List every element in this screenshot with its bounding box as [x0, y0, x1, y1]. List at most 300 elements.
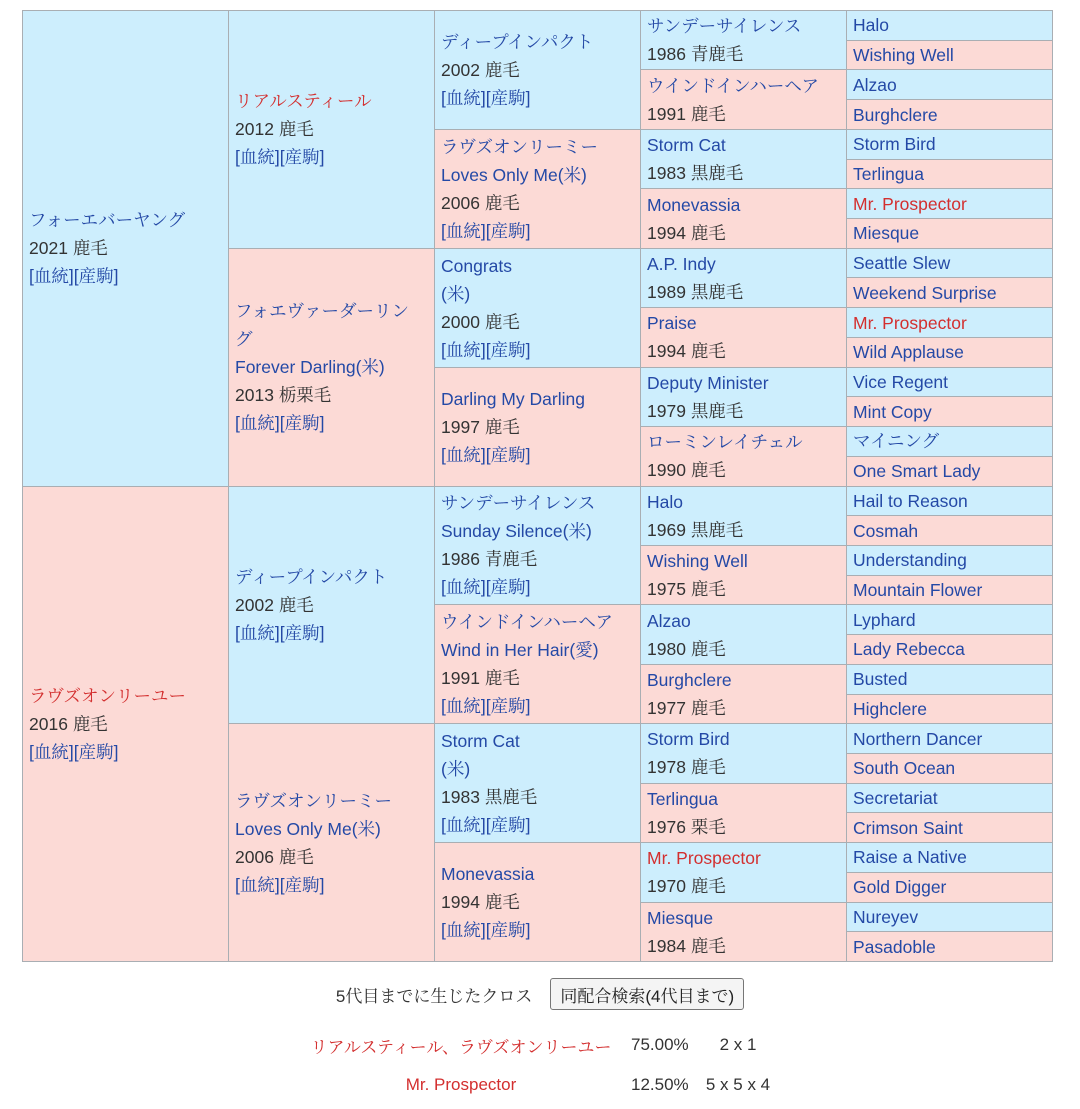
horse-name-link[interactable]: フォエヴァーダーリング	[235, 301, 409, 350]
horse-name-link[interactable]: Cosmah	[853, 520, 919, 541]
horse-info	[235, 787, 424, 899]
horse-info	[853, 368, 1042, 396]
horse-name-link[interactable]: Monevassia	[647, 194, 741, 215]
gen4-sire-cell	[641, 11, 846, 69]
horse-info	[647, 904, 836, 960]
horse-info	[853, 606, 1042, 634]
birth-year: 1994	[441, 892, 480, 913]
horse-name-link[interactable]: Secretariat	[853, 788, 938, 809]
gen4-dam-cell	[641, 546, 846, 604]
horse-info	[647, 428, 836, 484]
horse-name-en-link[interactable]: Loves Only Me(米)	[441, 164, 587, 185]
horse-name-link[interactable]: ローミンレイチェル	[647, 432, 803, 453]
gen5-dam-cell	[847, 100, 1052, 129]
gen5-sire-cell	[847, 249, 1052, 278]
horse-name-link[interactable]: Wishing Well	[647, 551, 748, 572]
horse-name-link[interactable]: Wishing Well	[853, 45, 954, 66]
horse-info	[853, 427, 1042, 455]
pedigree-link[interactable]: [血統]	[29, 741, 74, 762]
gen5-dam-cell	[847, 41, 1052, 70]
gen5-dam-cell	[847, 160, 1052, 189]
gen5-sire-cell	[847, 70, 1052, 99]
horse-info	[647, 547, 836, 603]
birth-year: 1983	[441, 787, 480, 808]
coat-color: 鹿毛	[690, 341, 726, 362]
gen5-sire-cell	[847, 189, 1052, 218]
birth-info	[647, 40, 836, 68]
coat-color: 鹿毛	[484, 311, 520, 332]
horse-info	[441, 133, 630, 245]
coat-color: 黒鹿毛	[690, 163, 744, 184]
horse-links	[235, 143, 424, 171]
birth-info	[647, 872, 836, 900]
gen2-dam-cell	[229, 724, 434, 961]
cross-heading: 5代目までに生じたクロス	[335, 986, 533, 1006]
gen4-sire-cell	[641, 130, 846, 188]
gen4-sire-cell	[641, 249, 846, 307]
gen4-sire-cell	[641, 843, 846, 901]
pedigree-link[interactable]: [血統]	[441, 920, 486, 941]
birth-info	[647, 397, 836, 425]
gen5-dam-cell	[847, 576, 1052, 605]
gen1-dam-cell	[23, 487, 228, 962]
horse-info	[853, 784, 1042, 812]
birth-year: 1991	[441, 668, 480, 689]
birth-year: 1977	[647, 698, 686, 719]
birth-year: 1991	[647, 103, 686, 124]
horse-name-link[interactable]: Nureyev	[853, 906, 919, 927]
horse-name-link[interactable]: One Smart Lady	[853, 461, 981, 482]
same-mating-search-button[interactable]: 同配合検索(4代目まで)	[550, 978, 744, 1010]
gen5-sire-cell	[847, 724, 1052, 753]
horse-name-en-link[interactable]: Loves Only Me(米)	[235, 818, 381, 839]
pedigree-link[interactable]: [血統]	[441, 444, 486, 465]
pedigree-link[interactable]: [血統]	[235, 622, 280, 643]
horse-name-link[interactable]: Alzao	[853, 74, 897, 95]
horse-name-link[interactable]: Storm Cat	[441, 731, 520, 752]
horse-info	[647, 785, 836, 841]
horse-name-link[interactable]: Terlingua	[647, 788, 719, 809]
birth-info	[647, 219, 836, 247]
horse-name-link[interactable]: Vice Regent	[853, 371, 949, 392]
coat-color: 青鹿毛	[690, 44, 744, 65]
birth-info	[235, 591, 424, 619]
horse-name-link[interactable]: Mint Copy	[853, 401, 932, 422]
horse-name-link[interactable]: Understanding	[853, 550, 967, 571]
horse-links	[235, 409, 424, 437]
horse-name-link[interactable]: Seattle Slew	[853, 253, 951, 274]
birth-year: 2013	[235, 385, 274, 406]
cross-percent: 75.00%	[631, 1035, 689, 1054]
horse-info	[29, 682, 218, 766]
birth-year: 1969	[647, 519, 686, 540]
horse-links	[441, 916, 630, 944]
horse-name-link[interactable]: Storm Bird	[853, 134, 936, 155]
horse-links	[235, 619, 424, 647]
horse-info	[441, 252, 630, 364]
pedigree-link[interactable]: [血統]	[29, 266, 74, 287]
horse-info	[853, 279, 1042, 307]
gen5-sire-cell	[847, 903, 1052, 932]
horse-name-link[interactable]: Storm Cat	[647, 135, 726, 156]
horse-name-link[interactable]: ディープインパクト	[235, 566, 388, 587]
birth-info	[647, 278, 836, 306]
horse-name-en-link[interactable]: Sunday Silence(米)	[441, 521, 592, 542]
gen4-sire-cell	[641, 605, 846, 663]
horse-info	[235, 563, 424, 647]
horse-info	[441, 608, 630, 720]
cross-table	[301, 1025, 776, 1105]
horse-info	[853, 41, 1042, 69]
horse-info	[647, 191, 836, 247]
gen2-sire-cell	[229, 487, 434, 724]
birth-year: 2006	[235, 846, 274, 867]
coat-color: 鹿毛	[484, 416, 520, 437]
horse-links	[441, 336, 630, 364]
horse-name-link[interactable]: Congrats	[441, 255, 513, 276]
progeny-link[interactable]: [産駒]	[279, 874, 325, 895]
birth-info	[441, 413, 630, 441]
gen3-sire-cell	[435, 249, 640, 367]
gen4-dam-cell	[641, 308, 846, 366]
horse-name-link[interactable]: Lady Rebecca	[853, 639, 965, 660]
coat-color: 栗毛	[690, 816, 726, 837]
horse-name-link[interactable]: Raise a Native	[853, 847, 967, 868]
horse-info	[853, 903, 1042, 931]
progeny-link[interactable]: [産駒]	[485, 696, 531, 717]
pedigree-link[interactable]: [血統]	[235, 147, 280, 168]
birth-year: 1989	[647, 281, 686, 302]
birth-year: 2000	[441, 311, 480, 332]
horse-info	[441, 727, 630, 839]
pedigree-link[interactable]: [血統]	[441, 696, 486, 717]
horse-name-link[interactable]: ラヴズオンリーユー	[29, 685, 186, 706]
birth-year: 1983	[647, 163, 686, 184]
birth-year: 2012	[235, 119, 274, 140]
horse-info	[853, 665, 1042, 693]
horse-name-link[interactable]: ディープインパクト	[441, 31, 594, 52]
gen3-sire-cell	[435, 11, 640, 129]
horse-name-link[interactable]: Halo	[647, 491, 683, 512]
horse-info	[853, 71, 1042, 99]
coat-color: 鹿毛	[690, 757, 726, 778]
birth-info	[647, 753, 836, 781]
horse-info	[853, 576, 1042, 604]
horse-info	[853, 309, 1042, 337]
coat-color: 鹿毛	[690, 103, 726, 124]
cross-row	[301, 1065, 776, 1105]
coat-color: 鹿毛	[690, 698, 726, 719]
gen4-dam-cell	[641, 665, 846, 723]
horse-info	[29, 206, 218, 290]
progeny-link[interactable]: [産駒]	[485, 444, 531, 465]
birth-year: 1980	[647, 638, 686, 659]
gen3-dam-cell	[435, 368, 640, 486]
gen5-dam-cell	[847, 754, 1052, 783]
coat-color: 鹿毛	[72, 238, 108, 259]
birth-year: 2002	[441, 59, 480, 80]
horse-name-link[interactable]: South Ocean	[853, 758, 956, 779]
horse-name-link[interactable]: Mr. Prospector	[853, 312, 967, 333]
gen1-sire-cell	[23, 11, 228, 486]
coat-color: 黒鹿毛	[484, 787, 538, 808]
horse-name-link[interactable]: フォーエバーヤング	[29, 210, 186, 231]
gen5-sire-cell	[847, 784, 1052, 813]
birth-year: 1975	[647, 579, 686, 600]
gen5-sire-cell	[847, 665, 1052, 694]
birth-year: 1986	[441, 549, 480, 570]
horse-name-link[interactable]: Highclere	[853, 698, 927, 719]
gen4-dam-cell	[641, 189, 846, 247]
horse-info	[235, 87, 424, 171]
gen5-sire-cell	[847, 427, 1052, 456]
pedigree-link[interactable]: [血統]	[441, 815, 486, 836]
gen4-sire-cell	[641, 368, 846, 426]
birth-year: 2021	[29, 238, 68, 259]
horse-name-link[interactable]: ラヴズオンリーミー	[441, 136, 598, 157]
birth-info	[235, 381, 424, 409]
pedigree-table	[22, 10, 1053, 962]
horse-info	[647, 250, 836, 306]
birth-year: 1997	[441, 416, 480, 437]
horse-name-en-link[interactable]: (米)	[441, 283, 471, 304]
horse-name-en-link[interactable]: (米)	[441, 759, 471, 780]
birth-year: 2002	[235, 594, 274, 615]
horse-links	[235, 871, 424, 899]
progeny-link[interactable]: [産駒]	[73, 741, 119, 762]
horse-name-link[interactable]: ラヴズオンリーミー	[235, 790, 392, 811]
horse-name-link[interactable]: Gold Digger	[853, 877, 947, 898]
birth-year: 2006	[441, 192, 480, 213]
horse-name-link[interactable]: Mountain Flower	[853, 580, 983, 601]
horse-info	[441, 489, 630, 601]
pedigree-link[interactable]: [血統]	[235, 413, 280, 434]
coat-color: 鹿毛	[484, 59, 520, 80]
pedigree-link[interactable]: [血統]	[441, 577, 486, 598]
horse-info	[853, 338, 1042, 366]
horse-name-link[interactable]: サンデーサイレンス	[647, 16, 802, 37]
horse-name-link[interactable]: Burghclere	[647, 670, 732, 691]
gen5-dam-cell	[847, 932, 1052, 961]
horse-name-link[interactable]: Weekend Surprise	[853, 282, 997, 303]
horse-name-link[interactable]: Hail to Reason	[853, 490, 968, 511]
gen3-dam-cell	[435, 843, 640, 961]
horse-name-link[interactable]: ウインドインハーヘア	[647, 75, 819, 96]
horse-info	[853, 487, 1042, 515]
horse-info	[441, 28, 630, 112]
coat-color: 鹿毛	[278, 846, 314, 867]
pedigree-link[interactable]: [血統]	[441, 87, 486, 108]
progeny-link[interactable]: [産駒]	[485, 220, 531, 241]
birth-info	[647, 813, 836, 841]
horse-links	[441, 441, 630, 469]
horse-info	[853, 873, 1042, 901]
horse-name-link[interactable]: Crimson Saint	[853, 817, 963, 838]
horse-links	[29, 738, 218, 766]
horse-name-en-link[interactable]: Wind in Her Hair(愛)	[441, 640, 599, 661]
horse-name-link[interactable]: Mr. Prospector	[853, 193, 967, 214]
progeny-link[interactable]: [産駒]	[485, 920, 531, 941]
horse-info	[853, 101, 1042, 129]
cross-row	[301, 1025, 776, 1065]
birth-year: 1970	[647, 876, 686, 897]
gen5-dam-cell	[847, 516, 1052, 545]
gen5-sire-cell	[847, 546, 1052, 575]
horse-info	[853, 249, 1042, 277]
horse-info	[853, 546, 1042, 574]
birth-year: 1986	[647, 44, 686, 65]
gen4-dam-cell	[641, 70, 846, 128]
horse-info	[853, 130, 1042, 158]
horse-info	[853, 190, 1042, 218]
horse-info	[647, 607, 836, 663]
birth-info	[29, 710, 218, 738]
horse-name-link[interactable]: Darling My Darling	[441, 388, 585, 409]
coat-color: 鹿毛	[278, 119, 314, 140]
progeny-link[interactable]: [産駒]	[485, 815, 531, 836]
birth-info	[441, 308, 630, 336]
horse-name-link[interactable]: Miesque	[853, 223, 920, 244]
horse-info	[853, 933, 1042, 961]
horse-name-link[interactable]: Deputy Minister	[647, 372, 769, 393]
horse-info	[647, 12, 836, 68]
coat-color: 鹿毛	[278, 594, 314, 615]
birth-info	[647, 516, 836, 544]
horse-name-link[interactable]: Praise	[647, 313, 697, 334]
birth-year: 1990	[647, 460, 686, 481]
progeny-link[interactable]: [産駒]	[485, 87, 531, 108]
horse-info	[853, 219, 1042, 247]
horse-name-link[interactable]: Storm Bird	[647, 729, 730, 750]
gen4-dam-cell	[641, 427, 846, 485]
progeny-link[interactable]: [産駒]	[485, 577, 531, 598]
horse-info	[647, 725, 836, 781]
progeny-link[interactable]: [産駒]	[279, 413, 325, 434]
pedigree-link[interactable]: [血統]	[441, 220, 486, 241]
gen5-dam-cell	[847, 397, 1052, 426]
gen5-sire-cell	[847, 605, 1052, 634]
horse-name-link[interactable]: Miesque	[647, 907, 714, 928]
horse-name-link[interactable]: リアルスティール	[235, 91, 372, 112]
horse-info	[853, 160, 1042, 188]
birth-year: 1994	[647, 341, 686, 362]
gen4-dam-cell	[641, 784, 846, 842]
horse-info	[853, 843, 1042, 871]
coat-color: 鹿毛	[690, 876, 726, 897]
coat-color: 鹿毛	[690, 935, 726, 956]
horse-name-link[interactable]: ウインドインハーヘア	[441, 612, 613, 633]
horse-name-link[interactable]: Monevassia	[441, 864, 535, 885]
horse-name-link[interactable]: マイニング	[853, 431, 940, 452]
horse-name-link[interactable]: Northern Dancer	[853, 728, 983, 749]
birth-info	[441, 664, 630, 692]
horse-links	[441, 217, 630, 245]
horse-info	[441, 385, 630, 469]
horse-name-link[interactable]: Terlingua	[853, 163, 925, 184]
gen4-dam-cell	[641, 903, 846, 961]
horse-name-link[interactable]: Halo	[853, 15, 889, 36]
gen5-dam-cell	[847, 695, 1052, 724]
birth-info	[441, 189, 630, 217]
progeny-link[interactable]: [産駒]	[279, 622, 325, 643]
coat-color: 鹿毛	[690, 222, 726, 243]
horse-info	[647, 369, 836, 425]
progeny-link[interactable]: [産駒]	[279, 147, 325, 168]
coat-color: 鹿毛	[690, 638, 726, 659]
pedigree-link[interactable]: [血統]	[441, 339, 486, 360]
horse-name-link[interactable]: Lyphard	[853, 609, 916, 630]
horse-info	[647, 72, 836, 128]
horse-info	[853, 695, 1042, 723]
horse-info	[647, 844, 836, 900]
birth-year: 1976	[647, 816, 686, 837]
horse-name-link[interactable]: Pasadoble	[853, 936, 936, 957]
horse-info	[853, 517, 1042, 545]
horse-name-link[interactable]: Alzao	[647, 610, 691, 631]
gen5-sire-cell	[847, 11, 1052, 40]
birth-info	[647, 456, 836, 484]
horse-name-link[interactable]: Mr. Prospector	[647, 848, 761, 869]
birth-info	[647, 635, 836, 663]
horse-name-link[interactable]: Busted	[853, 669, 908, 690]
cross-header	[0, 977, 1080, 1011]
birth-year: 1978	[647, 757, 686, 778]
birth-info	[235, 115, 424, 143]
cross-generations: 2 x 1	[719, 1035, 757, 1054]
coat-color: 鹿毛	[690, 460, 726, 481]
horse-info	[853, 814, 1042, 842]
horse-info	[853, 754, 1042, 782]
horse-info	[647, 488, 836, 544]
coat-color: 鹿毛	[484, 668, 520, 689]
coat-color: 青鹿毛	[484, 549, 538, 570]
birth-info	[29, 234, 218, 262]
cross-horses: リアルスティール、ラヴズオンリーユー	[310, 1037, 612, 1057]
gen5-dam-cell	[847, 635, 1052, 664]
horse-name-link[interactable]: サンデーサイレンス	[441, 493, 596, 514]
gen3-sire-cell	[435, 487, 640, 605]
gen5-sire-cell	[847, 130, 1052, 159]
horse-name-link[interactable]: Burghclere	[853, 104, 938, 125]
gen5-dam-cell	[847, 278, 1052, 307]
horse-info	[853, 398, 1042, 426]
coat-color: 黒鹿毛	[690, 281, 744, 302]
gen5-sire-cell	[847, 843, 1052, 872]
cross-horses: Mr. Prospector	[405, 1075, 517, 1094]
coat-color: 黒鹿毛	[690, 400, 744, 421]
gen5-sire-cell	[847, 308, 1052, 337]
horse-name-link[interactable]: Wild Applause	[853, 342, 964, 363]
horse-info	[853, 457, 1042, 485]
cross-percent: 12.50%	[631, 1075, 689, 1094]
birth-year: 1984	[647, 935, 686, 956]
horse-links	[441, 811, 630, 839]
horse-info	[441, 860, 630, 944]
birth-info	[441, 783, 630, 811]
gen4-sire-cell	[641, 487, 846, 545]
horse-name-link[interactable]: A.P. Indy	[647, 253, 716, 274]
progeny-link[interactable]: [産駒]	[73, 266, 119, 287]
horse-name-en-link[interactable]: Forever Darling(米)	[235, 357, 385, 378]
gen5-dam-cell	[847, 813, 1052, 842]
gen3-dam-cell	[435, 605, 640, 723]
horse-links	[441, 84, 630, 112]
horse-info	[647, 309, 836, 365]
cross-generations: 5 x 5 x 4	[705, 1075, 771, 1094]
pedigree-link[interactable]: [血統]	[235, 874, 280, 895]
birth-info	[441, 888, 630, 916]
progeny-link[interactable]: [産駒]	[485, 339, 531, 360]
